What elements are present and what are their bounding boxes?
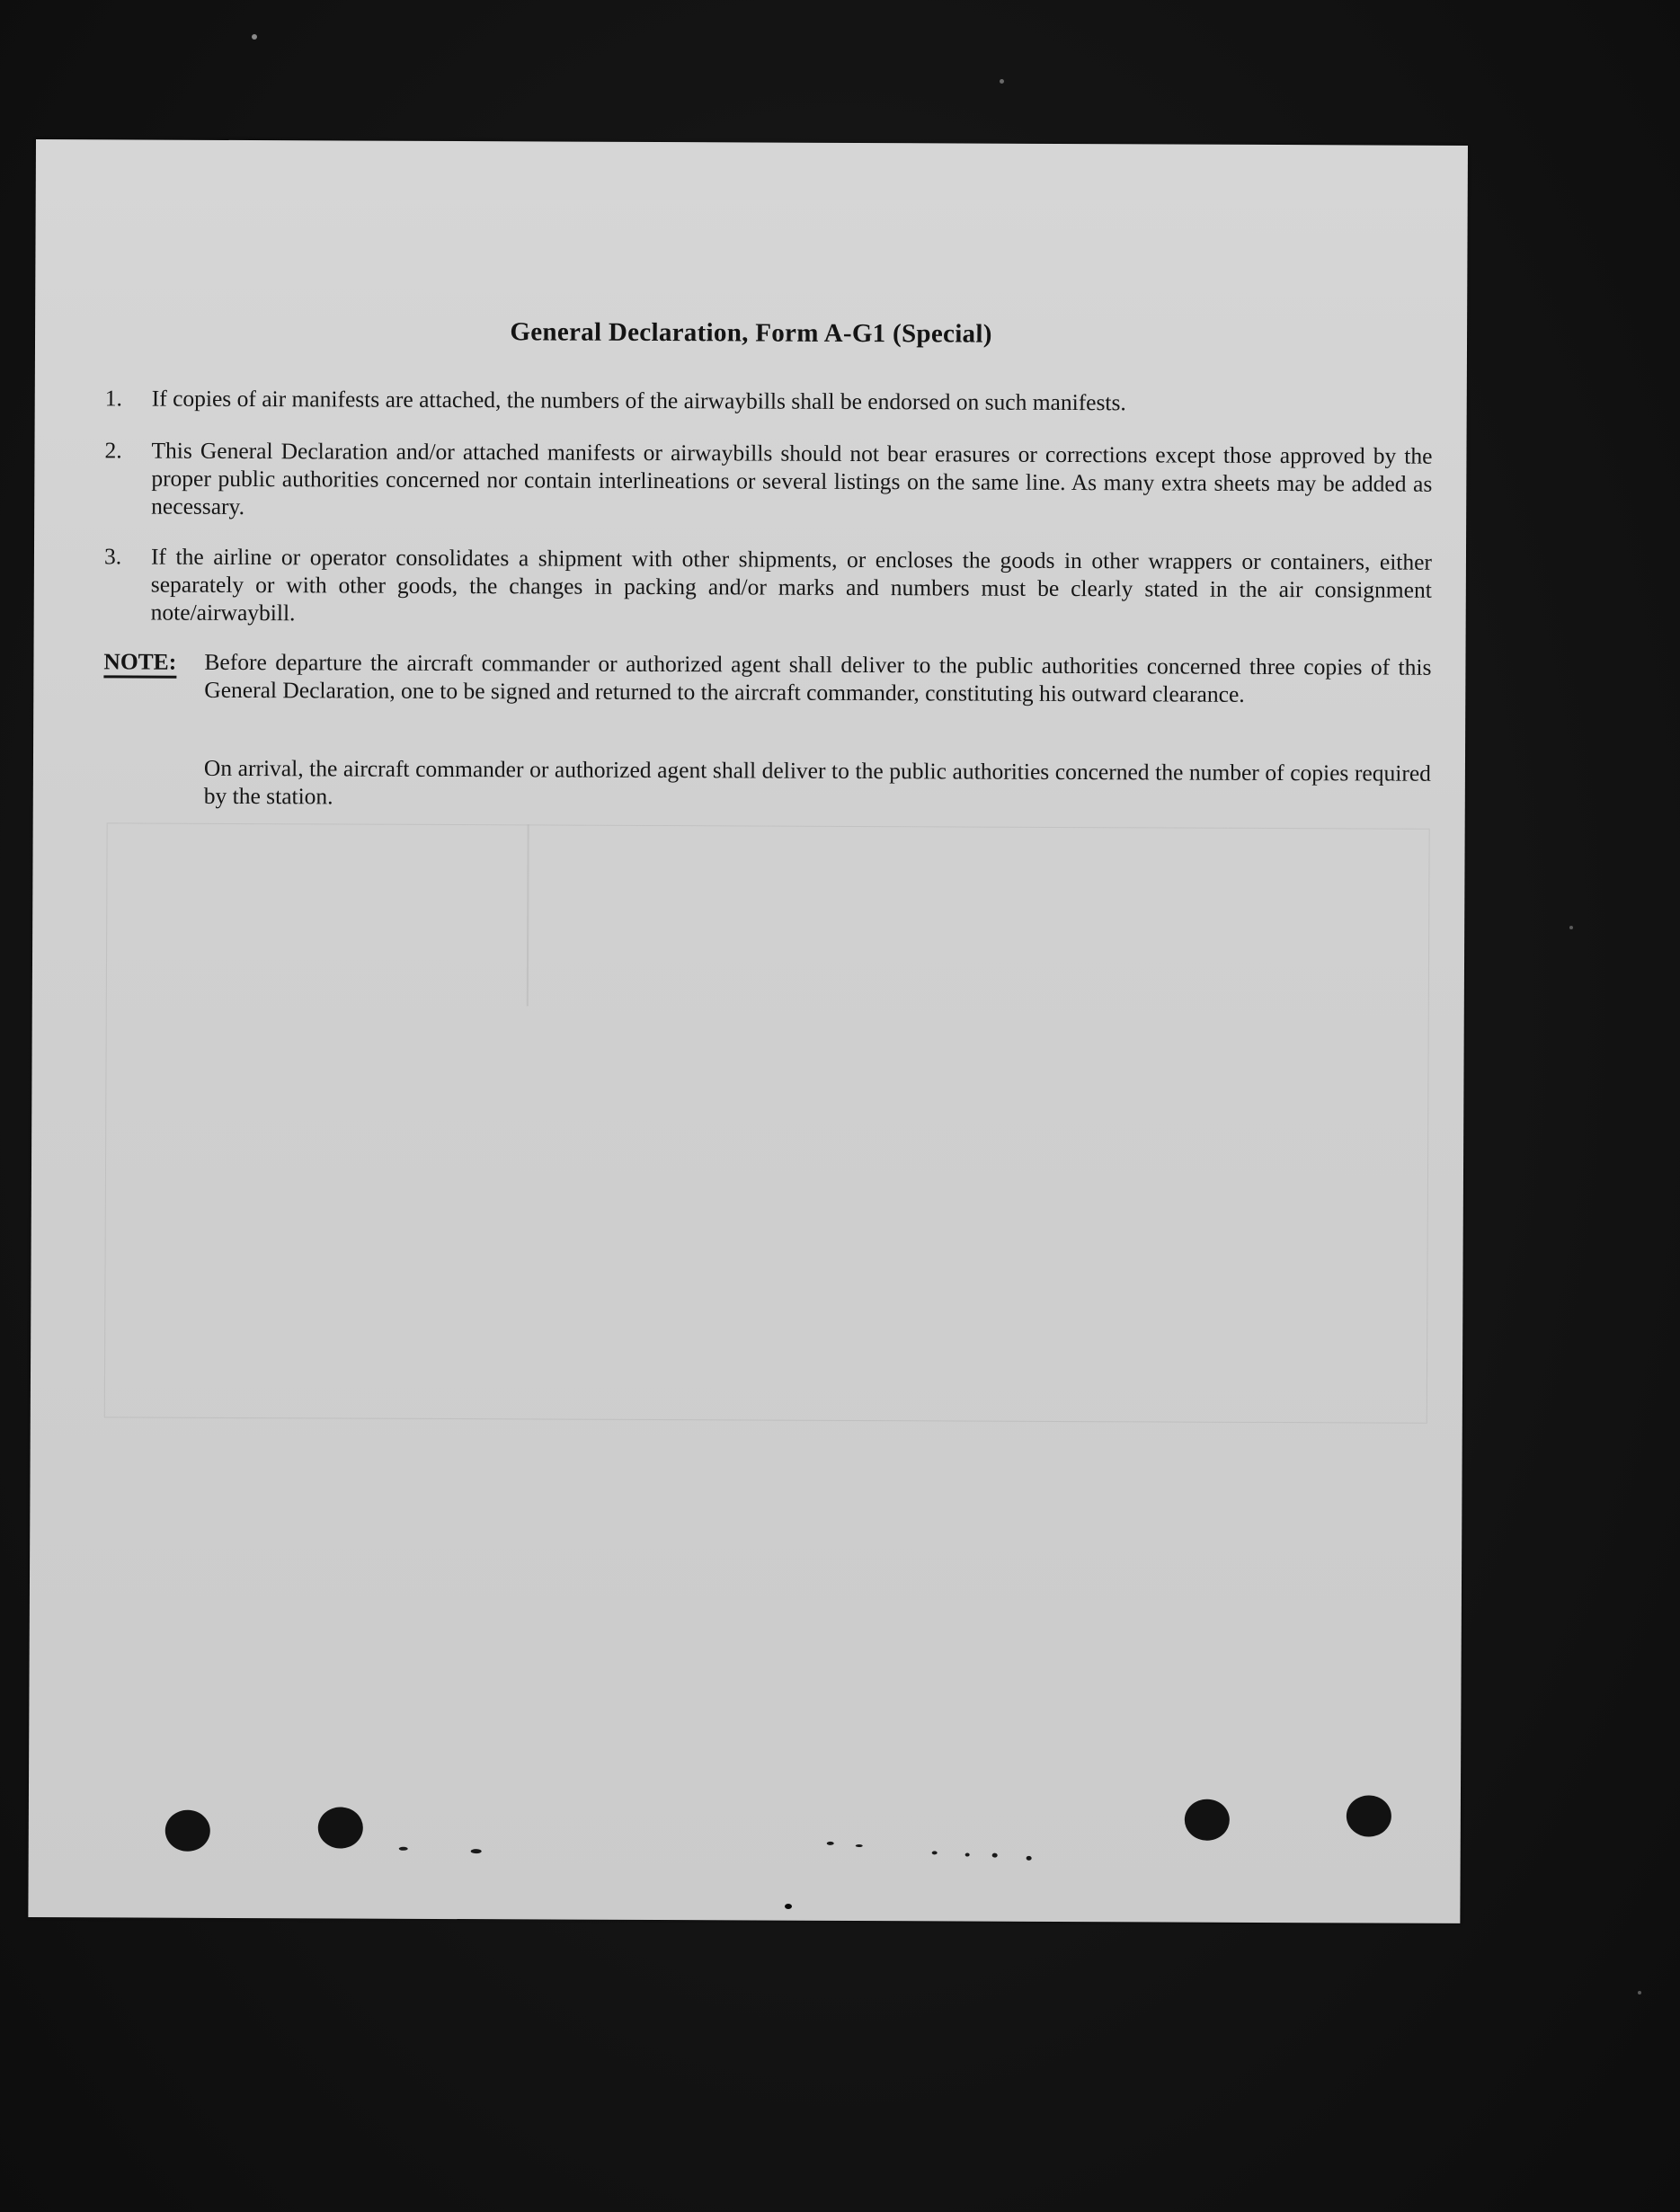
speck (827, 1842, 834, 1845)
item-text: If copies of air manifests are attached, the numbers of the airwaybills shall be endorsed on such manifests. (151, 385, 1126, 416)
bleed-through-outline (104, 822, 1430, 1423)
speck (1027, 1856, 1032, 1861)
instruction-item-3 (104, 542, 1432, 631)
punch-hole (318, 1807, 363, 1848)
note-paragraph-arrival: On arrival, the aircraft commander or authorized agent shall deliver to the public authorities concerned the number of copies required by the station. (203, 754, 1432, 810)
speck (399, 1847, 408, 1851)
speck (471, 1849, 482, 1853)
background-speck (1000, 79, 1004, 84)
background-speck (1638, 1991, 1641, 1994)
item-number: 1. (104, 385, 122, 412)
note-label: NOTE: (103, 647, 176, 678)
punch-hole (165, 1810, 210, 1852)
item-number: 2. (104, 437, 122, 464)
document-page (28, 139, 1468, 1923)
background-speck (1569, 926, 1573, 929)
instruction-item-1 (105, 384, 1433, 417)
punch-hole (1347, 1795, 1391, 1836)
item-text: This General Declaration and/or attached manifests or airwaybills should not bear erasures or corrections except those approved by the proper public authorities concerned nor contain interlineations or several listings on the same line. As many extra sheets may be added as necessary. (151, 437, 1433, 520)
speck (932, 1851, 938, 1854)
document-title: General Declaration, Form A-G1 (Special) (510, 317, 992, 349)
item-text: If the airline or operator consolidates a shipment with other shipments, or encloses the goods in other wrappers or containers, either separately or with other goods, the changes in packing and/or marks and numbers must be clearly stated in the air consignment note/airwaybill. (150, 543, 1433, 626)
instruction-item-2 (104, 436, 1432, 525)
background-speck (785, 1904, 792, 1909)
speck (992, 1853, 998, 1858)
background-speck (252, 34, 257, 40)
item-number: 3. (103, 543, 122, 570)
speck (965, 1853, 970, 1857)
note-paragraph-departure: Before departure the aircraft commander or authorized agent shall deliver to the public authorities concerned three copies of this General Declaration, one to be signed and returned to the aircraft commander, constituting his outward clearance. (204, 648, 1432, 707)
speck (856, 1844, 863, 1847)
punch-hole (1185, 1799, 1230, 1841)
